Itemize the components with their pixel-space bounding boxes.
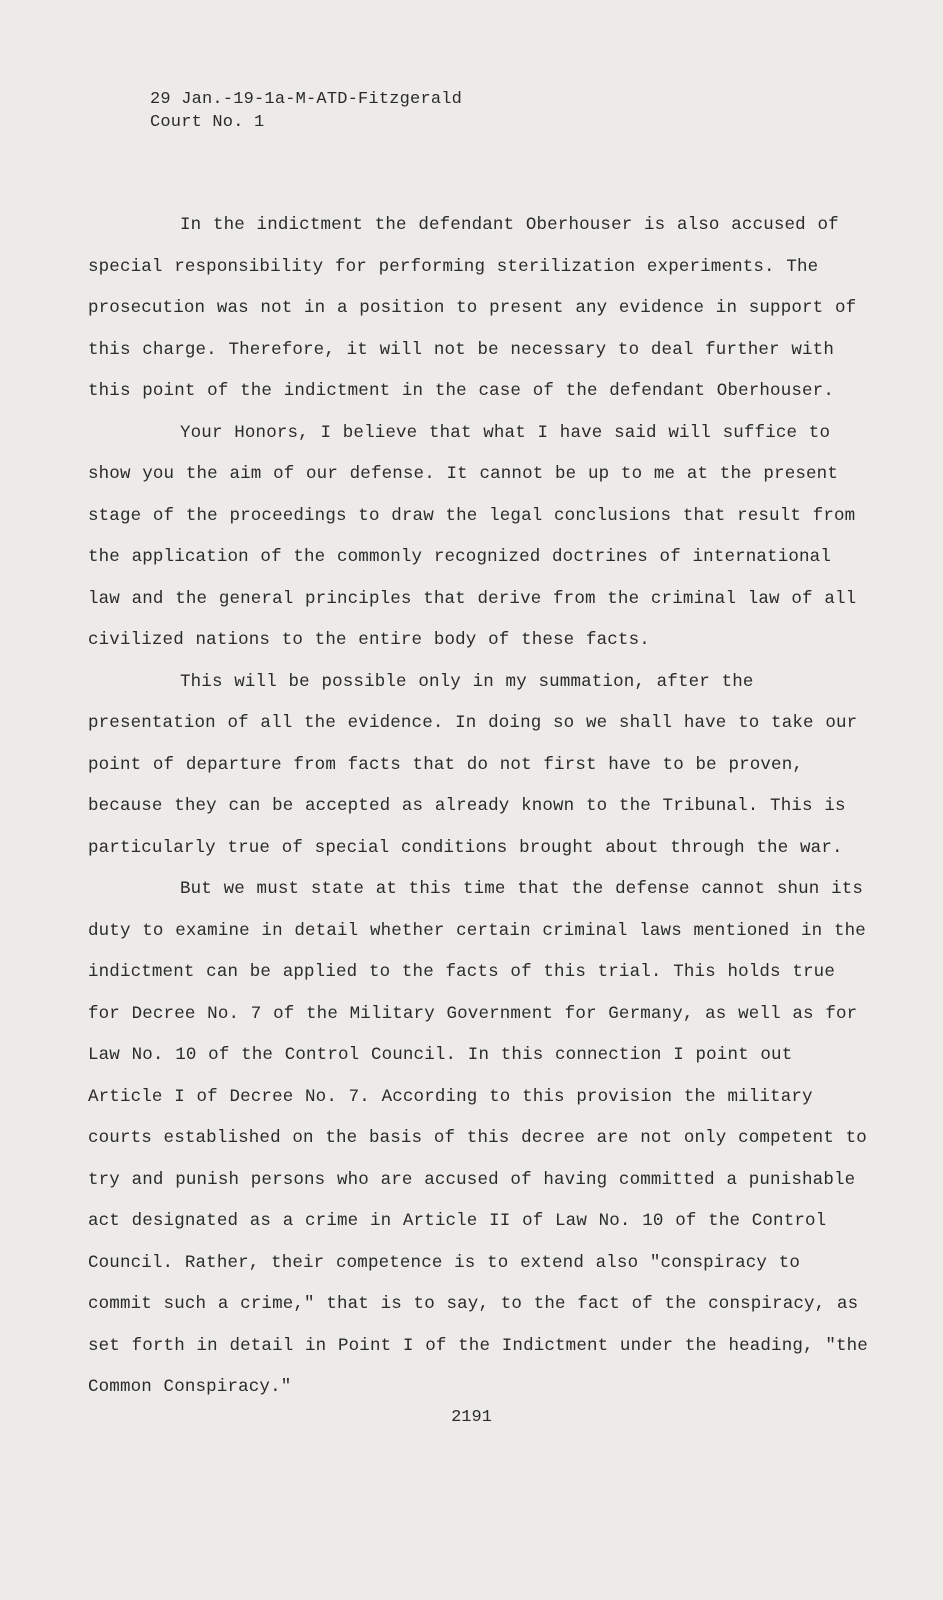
document-header — [150, 88, 462, 134]
paragraph-4: But we must state at this time that the defense cannot shun its duty to examine in detail whether certain criminal laws mentioned in the indictment can be applied to the facts of this trial. This holds true for Decree No. 7 of the Military Government for Germany, as well as for Law No. 10 of the Control Council. In this connection I point out Article I of Decree No. 7. According to this provision the military courts established on the basis of this decree are not only competent to try and punish persons who are accused of having committed a punishable act designated as a crime in Article II of Law No. 10 of the Control Council. Rather, their competence is to extend also "conspiracy to commit such a crime," that is to say, to the fact of the conspiracy, as set forth in detail in Point I of the Indictment under the heading, "the Common Conspiracy." — [88, 879, 868, 1397]
paragraph-3: This will be possible only in my summation, after the presentation of all the evidence. In doing so we shall have to take our point of departure from facts that do not first have to be proven, because they can be accepted as already known to the Tribunal. This is particularly true of special conditions brought about through the war. — [88, 671, 858, 858]
page-number: 2191 — [451, 1408, 492, 1427]
court-number: Court No. 1 — [150, 113, 265, 132]
header-reference: 29 Jan.-19-1a-M-ATD-Fitzgerald — [150, 90, 463, 109]
paragraph-1: In the indictment the defendant Oberhouser is also accused of special responsibility for performing sterilization experiments. The prosecution was not in a position to present any evidence in support of this charge. Therefore, it will not be necessary to deal further with this point of the indictment in the case of the defendant Oberhouser. — [88, 215, 857, 401]
document-body — [88, 205, 868, 1409]
paragraph-2: Your Honors, I believe that what I have said will suffice to show you the aim of our defense. It cannot be up to me at the present stage of the proceedings to draw the legal conclusions that result from the application of the commonly recognized doctrines of international law and the general principles that derive from the criminal law of all civilized nations to the entire body of these facts. — [88, 422, 857, 650]
